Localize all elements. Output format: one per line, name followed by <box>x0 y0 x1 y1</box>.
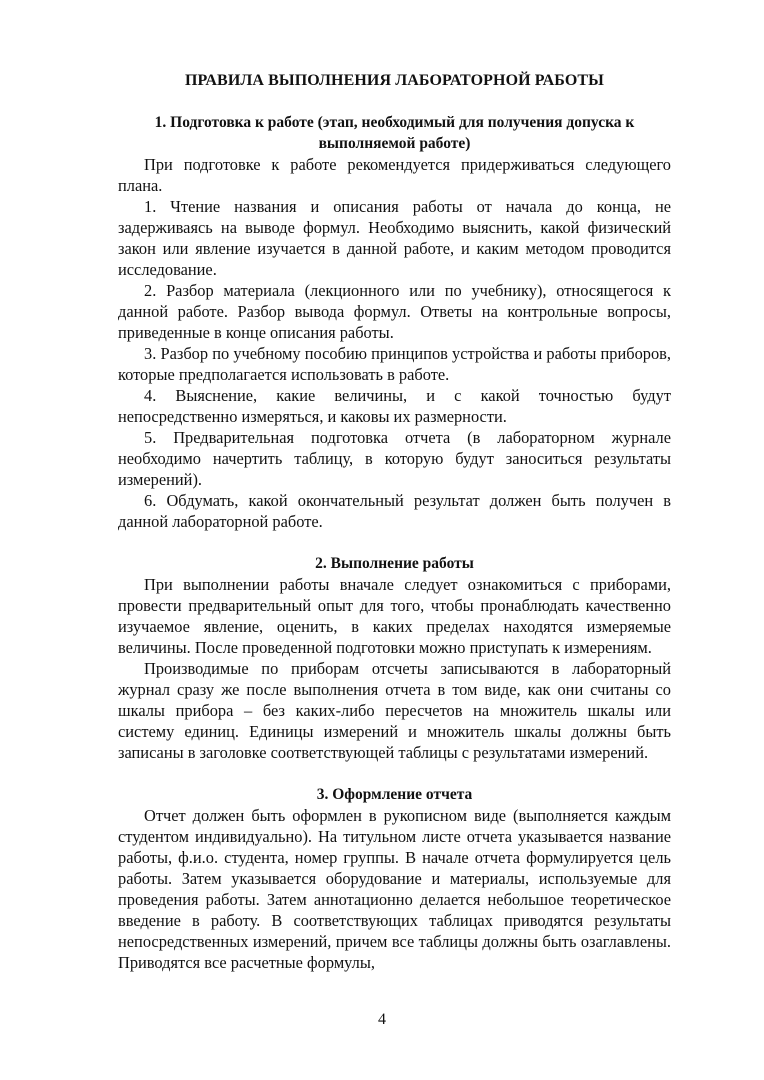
page-number: 4 <box>378 1011 386 1028</box>
list-item: 3. Разбор по учебному пособию принципов устройства и работы приборов, которые предполагается использовать в работе. <box>118 344 671 384</box>
section-heading: 3. Оформление отчета <box>316 786 473 803</box>
paragraph: При подготовке к работе рекомендуется придерживаться следующего плана. <box>118 155 671 195</box>
paragraph: Отчет должен быть оформлен в рукописном виде (выполняется каждым студентом индивидуально). На титульном листе отчета указывается название работы, ф.и.о. студента, номер группы. В начале отчета формулируется цель работы. Затем указывается оборудование и материалы, используемые для проведения работы. Затем аннотационно делается небольшое теоретическое введение в работу. В соответствующих таблицах приводятся результаты непосредственных измерений, причем все таблицы должны быть озаглавлены. Приводятся все расчетные формулы, <box>118 806 671 972</box>
paragraph: Производимые по приборам отсчеты записываются в лабораторный журнал сразу же после выполнения отчета в том виде, как они считаны со шкалы прибора – без каких-либо пересчетов на множитель шкалы или систему единиц. Единицы измерений и множитель шкалы должны быть записаны в заголовке соответствующей таблицы с результатами измерений. <box>118 659 671 762</box>
section-heading: 2. Выполнение работы <box>315 555 474 572</box>
page-title: ПРАВИЛА ВЫПОЛНЕНИЯ ЛАБОРАТОРНОЙ РАБОТЫ <box>185 72 604 89</box>
section-heading: 1. Подготовка к работе (этап, необходимый для получения допуска к выполняемой работе) <box>154 114 635 152</box>
page-content <box>118 70 671 973</box>
section-report <box>118 784 671 973</box>
paragraph: При выполнении работы вначале следует ознакомиться с приборами, провести предварительный опыт для того, чтобы пронаблюдать качественно изучаемое явление, оценить, в каких пределах находятся измеряемые величины. После проведенной подготовки можно приступать к измерениям. <box>118 575 671 657</box>
list-item: 2. Разбор материала (лекционного или по учебнику), относящегося к данной работе. Разбор вывода формул. Ответы на контрольные вопросы, приведенные в конце описания работы. <box>118 281 671 342</box>
list-item: 5. Предварительная подготовка отчета (в лабораторном журнале необходимо начертить таблицу, в которую будут заноситься результаты измерений). <box>118 428 671 489</box>
list-item: 6. Обдумать, какой окончательный результат должен быть получен в данной лабораторной работе. <box>118 491 671 531</box>
section-execution <box>118 553 671 763</box>
list-item: 4. Выяснение, какие величины, и с какой точностью будут непосредственно измеряться, и каковы их размерности. <box>118 386 671 426</box>
list-item: 1. Чтение названия и описания работы от начала до конца, не задерживаясь на выводе формул. Необходимо выяснить, какой физический закон или явление изучается в данной работе, и каким методом проводится исследование. <box>118 197 671 279</box>
section-preparation <box>118 112 671 532</box>
